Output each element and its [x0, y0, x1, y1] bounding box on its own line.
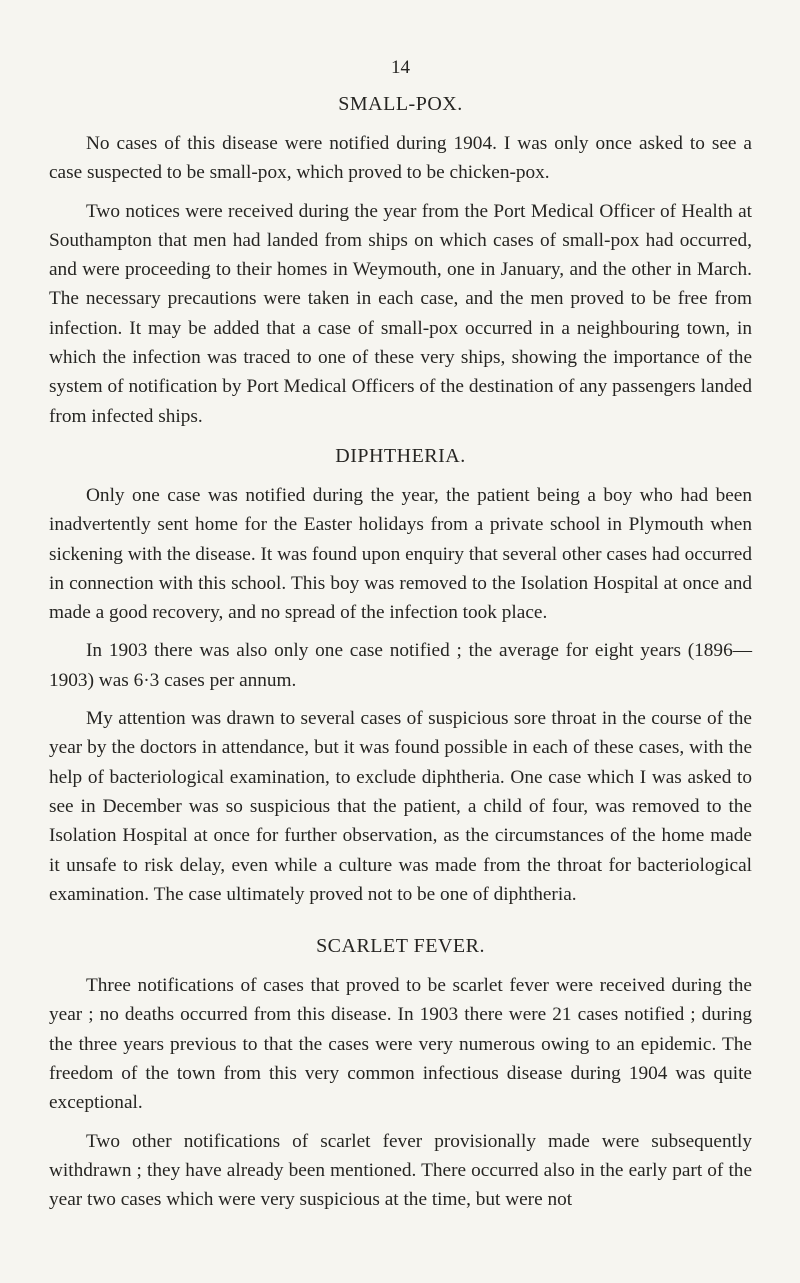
- scarlet-fever-paragraph-1: Three notifications of cases that proved to be scarlet fever were received during the year ; no deaths occurred from this disease. In 1903 there were 21 cases notified ; during the three years previous to that the cases were very numerous owing to an epidemic. The freedom of the town from this very common infectious disease during 1904 was quite exceptional.: [49, 975, 752, 1114]
- diphtheria-paragraph-2: In 1903 there was also only one case notified ; the average for eight years (1896—1903) was 6·3 cases per annum.: [49, 640, 752, 691]
- smallpox-heading: SMALL-POX.: [338, 93, 463, 115]
- page-number: 14: [391, 57, 410, 78]
- diphtheria-paragraph-1: Only one case was notified during the year, the patient being a boy who had been inadvertently sent home for the Easter holidays from a private school in Plymouth when sickening with the disease. It was found upon enquiry that several other cases had occurred in connection with this school. This boy was removed to the Isolation Hospital at once and made a good recovery, and no spread of the infection took place.: [49, 484, 753, 624]
- diphtheria-paragraph-3: My attention was drawn to several cases of suspicious sore throat in the course of the year by the doctors in attendance, but it was found possible in each of these cases, with the help of bacteriological examination, to exclude diphtheria. One case which I was asked to see in December was so suspicious that the patient, a child of four, was removed to the Isolation Hospital at once for further observation, as the circumstances of the home made it unsafe to risk delay, even while a culture was made from the throat for bacteriological examination. The case ultimately proved not to be one of diphtheria.: [49, 708, 752, 905]
- scarlet-fever-paragraph-2: Two other notifications of scarlet fever provisionally made were subsequently withdrawn ; they have already been mentioned. There occurred also in the early part of the year two cases which were very suspicious at the time, but were not: [49, 1130, 752, 1211]
- diphtheria-heading: DIPHTHERIA.: [335, 444, 466, 467]
- smallpox-paragraph-1: No cases of this disease were notified during 1904. I was only once asked to see a case suspected to be small-pox, which proved to be chicken-pox.: [49, 133, 752, 184]
- smallpox-paragraph-2: Two notices were received during the year from the Port Medical Officer of Health at Southampton that men had landed from ships on which cases of small-pox had occurred, and were proceeding to their homes in Weymouth, one in January, and the other in March. The necessary precautions were taken in each case, and the men proved to be free from infection. It may be added that a case of small-pox occurred in a neighbouring town, in which the infection was traced to one of these very ships, showing the importance of the system of notification by Port Medical Officers of the destination of any passengers landed from infected ships.: [49, 200, 752, 427]
- scarlet-fever-heading: SCARLET FEVER.: [316, 935, 485, 958]
